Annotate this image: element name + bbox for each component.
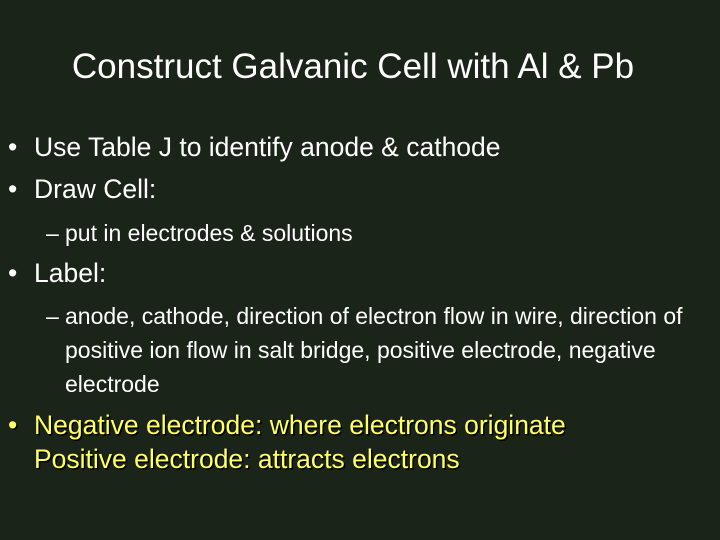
dash-icon: – [46, 303, 59, 329]
highlight-bullet-item [8, 408, 698, 476]
bullet-item [8, 130, 698, 164]
bullet-icon: • [8, 132, 18, 162]
dash-icon: – [46, 220, 59, 246]
sub-bullet-item [46, 216, 696, 250]
bullet-text: Draw Cell: [34, 174, 157, 204]
highlight-bullet-text: Negative electrode: where electrons originate Positive electrode: attracts electrons [34, 410, 566, 474]
bullet-item [8, 172, 698, 206]
bullet-item [8, 256, 698, 290]
slide-title: Construct Galvanic Cell with Al & Pb [71, 47, 635, 86]
bullet-icon: • [8, 174, 18, 204]
bullet-text: Label: [34, 258, 107, 288]
bullet-icon: • [8, 410, 18, 440]
bullet-icon: • [8, 258, 18, 288]
sub-bullet-text: anode, cathode, direction of electron flow in wire, direction of positive ion flow in salt bridge, positive electrode, negative electrode [65, 303, 683, 397]
bullet-text: Use Table J to identify anode & cathode [34, 132, 501, 162]
sub-bullet-item [46, 299, 696, 401]
sub-bullet-text: put in electrodes & solutions [65, 220, 353, 246]
